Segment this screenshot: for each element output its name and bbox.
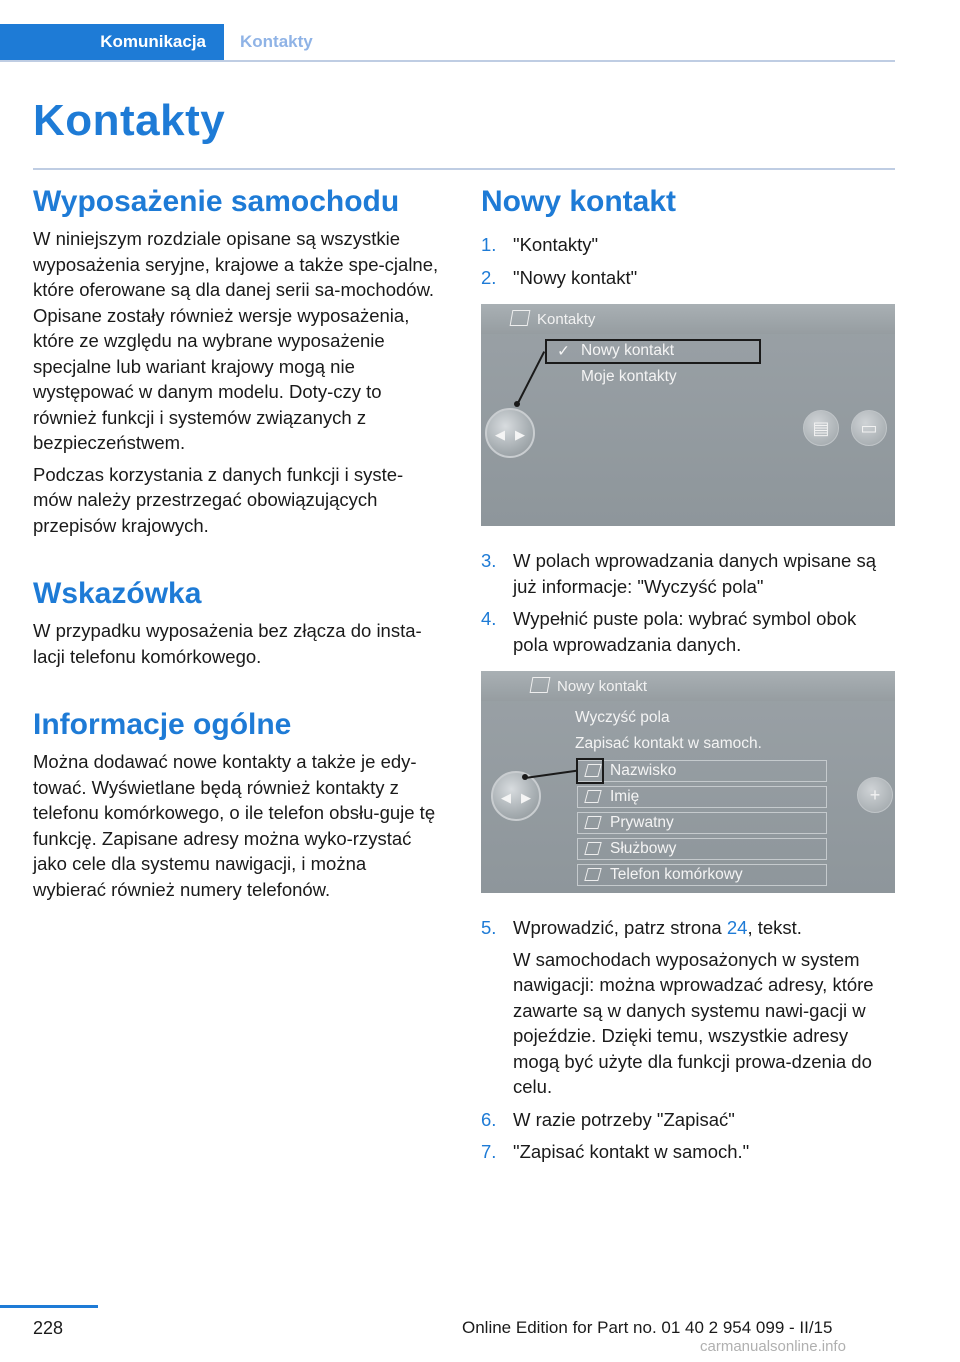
tab-komunikacja[interactable]: Komunikacja xyxy=(0,24,224,60)
paragraph: Można dodawać nowe kontakty a także je edy-tować. Wyświetlane będą również kontakty z telefonu komórkowego, o ile telefon obsłu-guje tę funkcję. Zapisane adresy można wyko-rzystać jako cele dla systemu nawigacji, i można wybierać również numery telefonów. xyxy=(33,751,436,900)
callout-dot xyxy=(514,401,520,407)
steps-list xyxy=(481,232,895,290)
menu-item-my-contacts[interactable]: Moje kontakty xyxy=(581,368,677,385)
menu-item-clear-fields[interactable]: Wyczyść pola xyxy=(575,709,670,726)
paragraph: Podczas korzystania z danych funkcji i syste-mów należy przestrzegać obowiązujących przepisów krajowych. xyxy=(33,463,404,536)
controller-knob-icon: ◀ ▶ xyxy=(485,408,535,458)
person-icon xyxy=(584,790,601,803)
field-business[interactable]: Służbowy xyxy=(577,838,827,860)
page-number: 228 xyxy=(33,1318,64,1338)
callout-dot xyxy=(522,774,528,780)
screen-header: Kontakty xyxy=(481,304,895,334)
side-button-icon: ▭ xyxy=(851,410,887,446)
watermark: carmanualsonline.info xyxy=(700,1338,846,1355)
list-item: 7. "Zapisać kontakt w samoch." xyxy=(481,1141,750,1162)
page-title: Kontakty xyxy=(33,96,226,145)
callout-line xyxy=(516,351,545,405)
section-title-note: Wskazówka xyxy=(33,577,202,610)
menu-item-new-contact[interactable]: Nowy kontakt xyxy=(581,342,675,359)
field-mobile[interactable]: Telefon komórkowy xyxy=(577,864,827,886)
right-column xyxy=(481,178,895,1172)
contacts-icon xyxy=(530,677,551,693)
steps-list xyxy=(481,915,895,1165)
controller-knob-icon: ◀ ▶ xyxy=(491,771,541,821)
list-item: 6. W razie potrzeby "Zapisać" xyxy=(481,1108,735,1130)
footer-divider xyxy=(0,1305,98,1308)
screenshot-contacts-menu xyxy=(481,304,895,526)
field-surname[interactable]: Nazwisko xyxy=(577,760,827,782)
callout-line xyxy=(525,770,577,779)
paragraph: W niniejszym rozdziale opisane są wszystkie wyposażenia seryjne, krajowe a także spe-cjalne, które oferowane są dla danej serii sa-mochodów. Opisane zostały również wersje wyposażenia, które ze względu na wybrane wyposażenie specjalne lub wariant krajowy mogą nie występować w danym modelu. Doty-czy to również funkcji i systemów związanych z bezpieczeństwem. xyxy=(33,228,439,453)
business-icon xyxy=(584,842,601,855)
home-icon xyxy=(584,816,601,829)
section-title-general: Informacje ogólne xyxy=(33,708,292,741)
steps-list xyxy=(481,548,895,657)
tab-kontakty[interactable]: Kontakty xyxy=(240,32,313,51)
checkmark-icon: ✓ xyxy=(557,343,570,360)
menu-item-save-contact[interactable]: Zapisać kontakt w samoch. xyxy=(575,735,762,752)
contacts-icon xyxy=(510,310,531,326)
paragraph: W przypadku wyposażenia bez złącza do insta-lacji telefonu komórkowego. xyxy=(33,620,422,667)
list-item: 1. "Kontakty" xyxy=(481,234,599,255)
screen-header: Nowy kontakt xyxy=(481,671,895,701)
left-column xyxy=(33,178,441,908)
list-item: 4. Wypełnić puste pola: wybrać symbol obok pola wprowadzania danych. xyxy=(481,608,857,655)
section-title-equipment: Wyposażenie samochodu xyxy=(33,185,400,218)
header-tabbar xyxy=(0,24,895,62)
field-first-name[interactable]: Imię xyxy=(577,786,827,808)
title-divider xyxy=(33,168,895,170)
list-item: 5. Wprowadzić, patrz strona 24, tekst. W samochodach wyposażonych w system nawigacji: można wprowadzać adresy, które zawarte są w danych systemu nawi-gacji w pojeździe. Dzięki temu, wszystkie adresy mogą być użyte dla funkcji prowa-dzenia do celu. xyxy=(481,915,895,1100)
phone-icon xyxy=(584,868,601,881)
step-note: W samochodach wyposażonych w system nawigacji: można wprowadzać adresy, które zawarte są w danych systemu nawi-gacji w pojeździe. Dzięki temu, wszystkie adresy mogą być użyte dla funkcji prowa-dzenia do celu. xyxy=(513,948,874,1097)
section-title-new-contact: Nowy kontakt xyxy=(481,185,677,218)
plus-icon: + xyxy=(857,777,893,813)
edition-info: Online Edition for Part no. 01 40 2 954 099 - II/15 xyxy=(462,1318,833,1337)
list-item: 3. W polach wprowadzania danych wpisane są już informacje: "Wyczyść pola" xyxy=(481,550,877,597)
screenshot-new-contact xyxy=(481,671,895,893)
list-item: 2. "Nowy kontakt" xyxy=(481,266,638,288)
selection-frame xyxy=(576,758,604,784)
field-private[interactable]: Prywatny xyxy=(577,812,827,834)
page-link[interactable]: 24 xyxy=(726,917,748,938)
side-button-icon: ▤ xyxy=(803,410,839,446)
